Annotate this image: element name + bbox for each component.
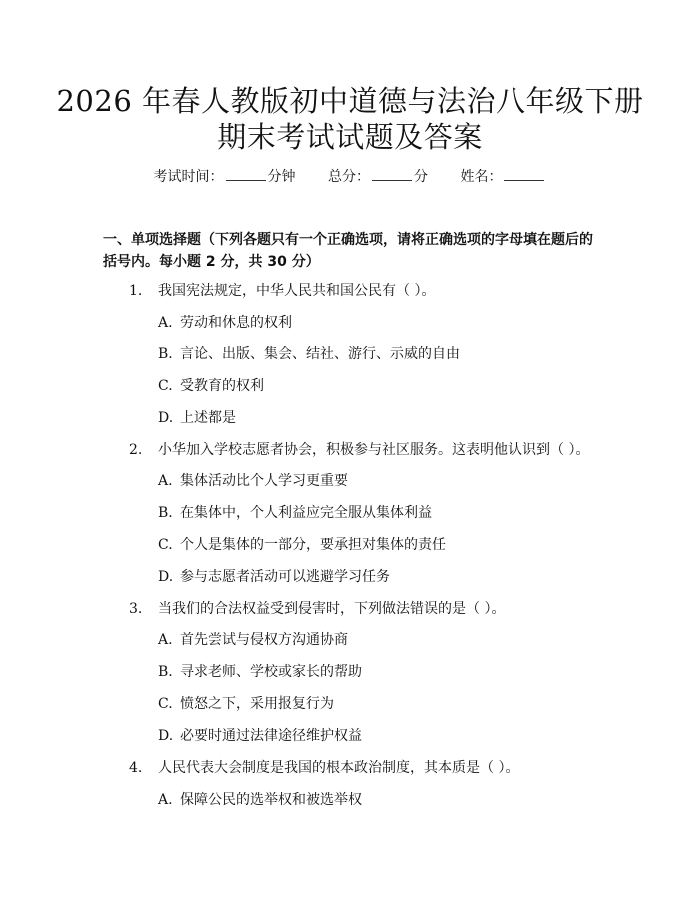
student-name-field xyxy=(460,168,546,186)
option-letter: A. xyxy=(158,632,173,648)
question-1-option-d xyxy=(158,409,236,427)
option-letter: C. xyxy=(158,537,173,553)
option-letter: A. xyxy=(158,315,173,331)
question-1-option-c xyxy=(158,377,264,395)
option-letter: C. xyxy=(158,378,173,394)
document-title-line1: 2026 年春人教版初中道德与法治八年级下册 xyxy=(56,84,644,118)
option-letter: C. xyxy=(158,696,173,712)
exam-time-unit: 分钟 xyxy=(267,169,296,185)
question-text: 当我们的合法权益受到侵害时，下列做法错误的是（ ）。 xyxy=(158,601,506,617)
option-letter: B. xyxy=(158,664,173,680)
question-text: 我国宪法规定，中华人民共和国公民有（ ）。 xyxy=(158,283,436,299)
exam-time-blank xyxy=(226,168,266,181)
option-text: 劳动和休息的权利 xyxy=(180,315,292,331)
question-3-option-d xyxy=(158,727,362,745)
question-4 xyxy=(129,759,519,777)
total-score-unit: 分 xyxy=(414,169,428,185)
option-letter: A. xyxy=(158,792,173,808)
option-letter: B. xyxy=(158,505,173,521)
question-3 xyxy=(129,600,505,618)
option-letter: B. xyxy=(158,346,173,362)
question-2-option-d xyxy=(158,568,390,586)
question-number: 4. xyxy=(129,760,143,776)
option-letter: D. xyxy=(158,569,174,585)
question-2 xyxy=(129,441,589,459)
option-letter: A. xyxy=(158,473,173,489)
option-text: 必要时通过法律途径维护权益 xyxy=(180,728,362,744)
total-score-blank xyxy=(372,168,412,181)
question-1-option-a xyxy=(158,314,292,332)
option-text: 言论、出版、集会、结社、游行、示威的自由 xyxy=(180,346,460,362)
question-3-option-b xyxy=(158,663,362,681)
option-text: 上述都是 xyxy=(180,410,236,426)
exam-time-field xyxy=(154,168,296,186)
question-4-option-a xyxy=(158,791,362,809)
option-letter: D. xyxy=(158,410,174,426)
total-score-label: 总分： xyxy=(328,169,370,185)
question-1 xyxy=(129,282,435,300)
section-heading-single-choice: 一、单项选择题（下列各题只有一个正确选项，请将正确选项的字母填在题后的括号内。每小题 2 分，共 30 分） xyxy=(103,232,593,270)
option-text: 个人是集体的一部分，要承担对集体的责任 xyxy=(180,537,446,553)
document-title-line2: 期末考试试题及答案 xyxy=(217,120,483,154)
option-text: 参与志愿者活动可以逃避学习任务 xyxy=(180,569,390,585)
question-text: 人民代表大会制度是我国的根本政治制度，其本质是（ ）。 xyxy=(158,760,520,776)
exam-time-label: 考试时间： xyxy=(153,169,224,185)
question-3-option-c xyxy=(158,695,334,713)
option-text: 受教育的权利 xyxy=(180,378,264,394)
option-text: 首先尝试与侵权方沟通协商 xyxy=(180,632,348,648)
student-name-blank xyxy=(504,168,544,181)
question-2-option-a xyxy=(158,472,348,490)
option-text: 集体活动比个人学习更重要 xyxy=(180,473,348,489)
option-text: 寻求老师、学校或家长的帮助 xyxy=(180,664,362,680)
option-letter: D. xyxy=(158,728,174,744)
question-2-option-c xyxy=(158,536,446,554)
question-text: 小华加入学校志愿者协会，积极参与社区服务。这表明他认识到（ ）。 xyxy=(158,442,590,458)
question-1-option-b xyxy=(158,345,460,363)
student-name-label: 姓名： xyxy=(460,169,503,185)
question-2-option-b xyxy=(158,504,432,522)
exam-info-line xyxy=(0,168,700,186)
question-3-option-a xyxy=(158,631,348,649)
option-text: 愤怒之下，采用报复行为 xyxy=(180,696,334,712)
option-text: 在集体中，个人利益应完全服从集体利益 xyxy=(180,505,432,521)
option-text: 保障公民的选举权和被选举权 xyxy=(180,792,362,808)
total-score-field xyxy=(328,168,428,186)
question-number: 1. xyxy=(129,283,143,299)
question-number: 2. xyxy=(129,442,143,458)
question-number: 3. xyxy=(129,601,143,617)
